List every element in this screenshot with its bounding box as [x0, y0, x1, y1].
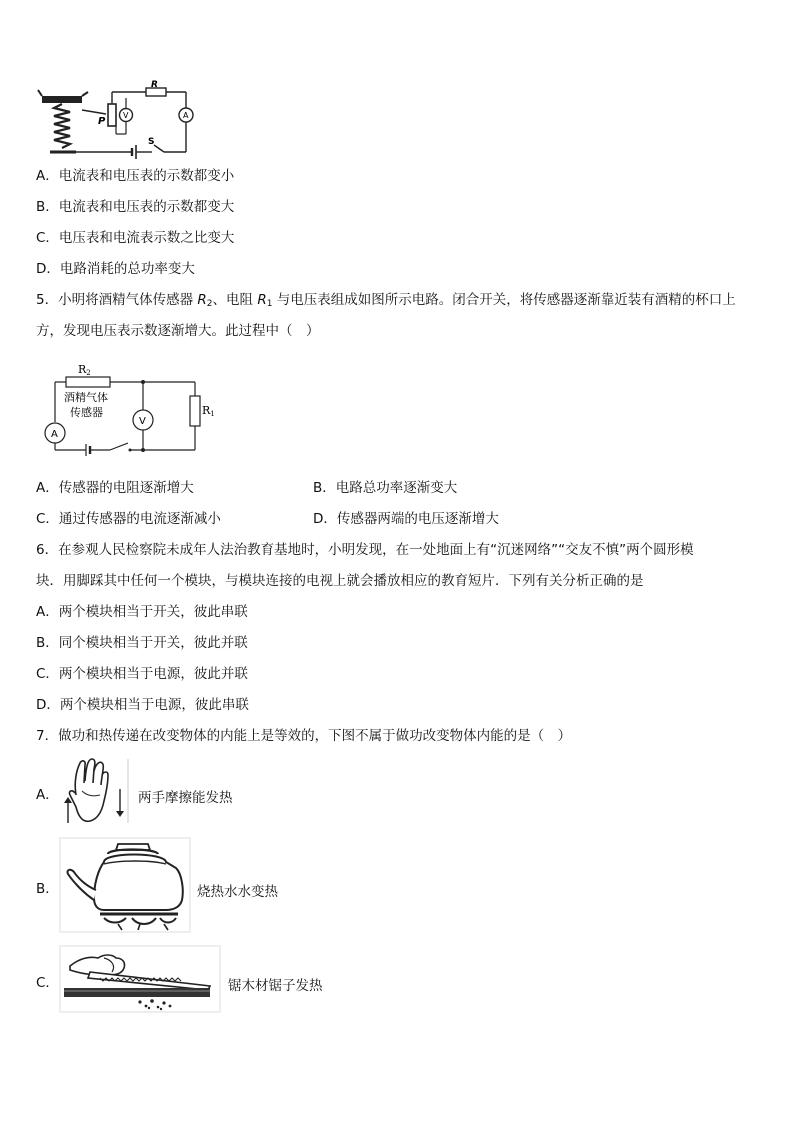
q7-option-c-caption: 锯木材锯子发热 [228, 978, 323, 994]
q6-option-b: B．同个模块相当于开关，彼此并联 [36, 635, 248, 651]
q4-option-a: A．电流表和电压表的示数都变小 [36, 168, 235, 184]
q5-label-v: V [139, 416, 146, 427]
q7-option-c-label: C． [36, 975, 59, 991]
kettle-icon [60, 838, 192, 934]
q4-label-v: V [123, 111, 129, 120]
q5-label-sensor-line2: 传感器 [70, 406, 103, 419]
q5-circuit-figure [34, 358, 215, 460]
q6-option-c: C．两个模块相当于电源，彼此并联 [36, 666, 248, 682]
q5-label-sensor-line1: 酒精气体 [64, 391, 108, 404]
q5-option-a: A．传感器的电阻逐渐增大 [36, 480, 194, 496]
q4-label-s: S [148, 137, 155, 147]
q5-label-a: A [51, 429, 58, 440]
q6-option-a: A．两个模块相当于开关，彼此串联 [36, 604, 248, 620]
q5-label-r1: R1 [202, 404, 215, 418]
q6-stem-line2: 块．用脚踩其中任何一个模块，与模块连接的电视上就会播放相应的教育短片．下列有关分析正确的是 [36, 573, 644, 589]
q4-option-d: D．电路消耗的总功率变大 [36, 261, 195, 277]
q5-stem-line1: 5．小明将酒精气体传感器 $R_2$、电阻 $R_1$ 与电压表组成如图所示电路。闭合开关，将传感器逐渐靠近装有酒精的杯口上 [36, 292, 736, 309]
q7-option-b-label: B． [36, 881, 59, 897]
q4-option-c: C．电压表和电流表示数之比变大 [36, 230, 235, 246]
q4-label-r: R [151, 80, 158, 90]
q7-stem: 7．做功和热传递在改变物体的内能上是等效的，下图不属于做功改变物体内能的是（ ） [36, 728, 572, 744]
q5-option-d: D．传感器两端的电压逐渐增大 [313, 511, 499, 527]
q6-stem-line1: 6．在参观人民检察院未成年人法治教育基地时，小明发现，在一处地面上有“沉迷网络”“交友不慎”两个圆形模 [36, 542, 694, 558]
q7-option-a-label: A． [36, 787, 59, 803]
q4-label-a: A [183, 111, 189, 120]
q5-option-b: B．电路总功率逐渐变大 [313, 480, 458, 496]
q4-label-p: P [98, 116, 106, 127]
q6-option-d: D．两个模块相当于电源，彼此串联 [36, 697, 249, 713]
q7-option-b-caption: 烧热水水变热 [197, 884, 278, 900]
q5-stem-line2: 方，发现电压表示数逐渐增大。此过程中（ ） [36, 323, 320, 339]
q4-option-b: B．电流表和电压表的示数都变大 [36, 199, 235, 215]
rubbing-hands-icon [60, 755, 132, 827]
q4-circuit-figure [36, 82, 196, 162]
q5-option-c: C．通过传感器的电流逐渐减小 [36, 511, 221, 527]
q5-label-r2: R2 [78, 363, 91, 377]
saw-icon [60, 946, 222, 1014]
q7-option-a-caption: 两手摩擦能发热 [138, 790, 233, 806]
